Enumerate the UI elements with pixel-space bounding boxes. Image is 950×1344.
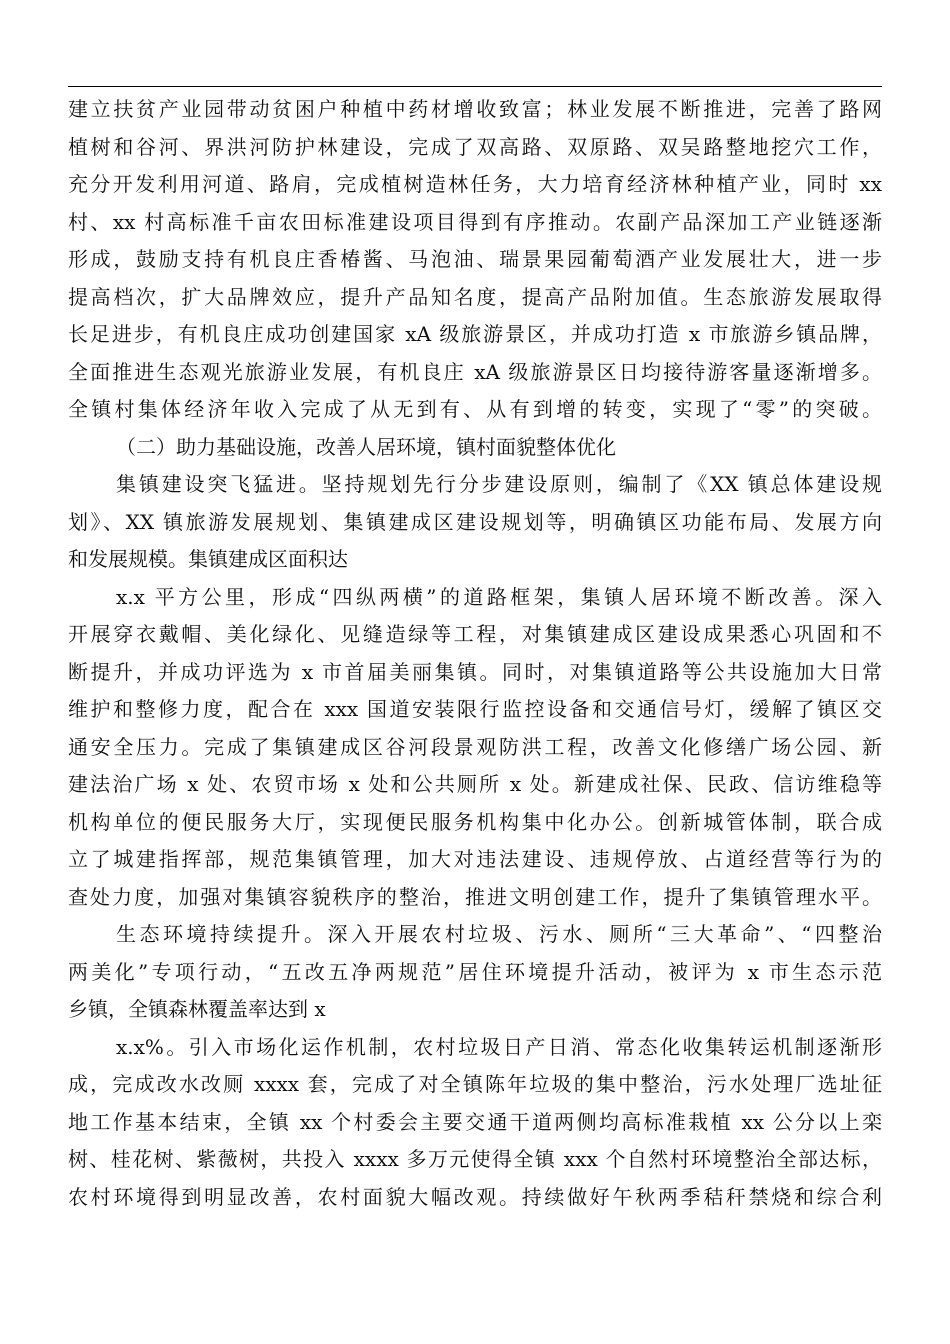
text-line: 全面推进生态观光旅游业发展，有机良庄 xA 级旅游景区日均接待游客量逐渐增多。 [68,359,882,384]
text-line: 开展穿衣戴帽、美化绿化、见缝造绿等工程，对集镇建成区建设成果悉心巩固和不 [68,622,882,646]
text-line: 通安全压力。完成了集镇建成区谷河段景观防洪工程，改善文化修缮广场公园、新 [68,734,882,759]
text-line: 村、xx 村高标准千亩农田标准建设项目得到有序推动。农副产品深加工产业链逐渐 [68,209,882,234]
text-line: 全镇村集体经济年收入完成了从无到有、从有到增的转变，实现了“零”的突破。 [68,397,882,421]
paragraph-last-line: 和发展规模。集镇建成区面积达 [68,547,348,571]
paragraph-first-line: 生态环境持续提升。深入开展农村垃圾、污水、厕所“三大革命”、“四整治 [116,922,882,946]
document-body [68,91,882,1216]
text-line: 建法治广场 x 处、农贸市场 x 处和公共厕所 x 处。新建成社保、民政、信访维稳等 [68,772,882,796]
text-line: 地工作基本结束，全镇 xx 个村委会主要交通干道两侧均高标准栽植 xx 公分以上栾 [68,1109,882,1134]
text-line: 充分开发利用河道、路肩，完成植树造林任务，大力培育经济林种植产业，同时 xx [68,172,882,196]
text-line: 农村环境得到明显改善，农村面貌大幅改观。持续做好午秋两季秸秆禁烧和综合利 [68,1184,882,1209]
text-line: 形成，鼓励支持有机良庄香椿酱、马泡油、瑞景果园葡萄酒产业发展壮大，进一步 [68,247,882,271]
text-line: 植树和谷河、界洪河防护林建设，完成了双高路、双原路、双吴路整地挖穴工作， [68,134,882,159]
text-line: 两美化”专项行动，“五改五净两规范”居住环境提升活动，被评为 x 市生态示范 [68,959,882,984]
paragraph-last-line: 乡镇，全镇森林覆盖率达到 x [68,997,326,1021]
text-line: 成，完成改水改厕 xxxx 套，完成了对全镇陈年垃圾的集中整治，污水处理厂选址征 [68,1072,882,1096]
text-line: 提高档次，扩大品牌效应，提升产品知名度，提高产品附加值。生态旅游发展取得 [68,284,882,309]
text-line: 机构单位的便民服务大厅，实现便民服务机构集中化办公。创新城管体制，联合成 [68,809,882,834]
text-line: 立了城建指挥部，规范集镇管理，加大对违法建设、违规停放、占道经营等行为的 [68,847,882,871]
text-line: 断提升，并成功评选为 x 市首届美丽集镇。同时，对集镇道路等公共设施加大日常 [68,659,882,684]
text-line: 长足进步，有机良庄成功创建国家 xA 级旅游景区，并成功打造 x 市旅游乡镇品牌， [68,322,882,346]
paragraph-first-line: 集镇建设突飞猛进。坚持规划先行分步建设原则，编制了《XX 镇总体建设规 [116,472,882,496]
text-line: 树、桂花树、紫薇树，共投入 xxxx 多万元使得全镇 xxx 个自然村环境整治全部达标， [68,1147,882,1171]
paragraph-first-line: x.x%。引入市场化运作机制，农村垃圾日产日消、常态化收集转运机制逐渐形 [116,1034,882,1059]
text-line: 查处力度，加强对集镇容貌秩序的整治，推进文明创建工作，提升了集镇管理水平。 [68,884,882,909]
section-heading: （二）助力基础设施，改善人居环境，镇村面貌整体优化 [116,434,616,459]
header-rule [68,86,882,87]
text-line: 建立扶贫产业园带动贫困户种植中药材增收致富；林业发展不断推进，完善了路网 [68,97,882,121]
paragraph-first-line: x.x 平方公里，形成“四纵两横”的道路框架，集镇人居环境不断改善。深入 [116,584,882,609]
text-line: 划》、XX 镇旅游发展规划、集镇建成区建设规划等，明确镇区功能布局、发展方向 [68,509,882,534]
text-line: 维护和整修力度，配合在 xxx 国道安装限行监控设备和交通信号灯，缓解了镇区交 [68,697,882,721]
